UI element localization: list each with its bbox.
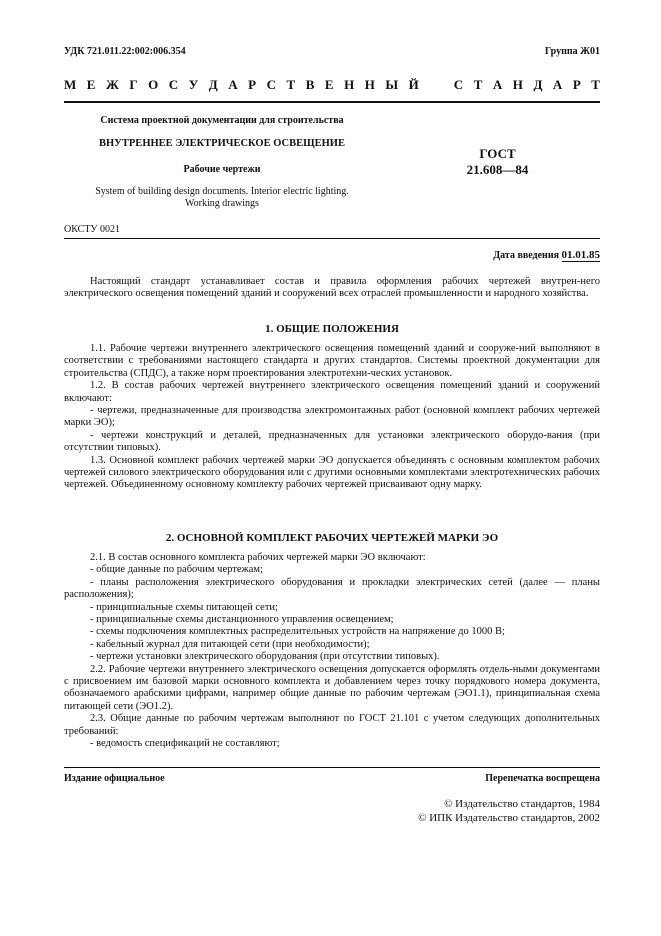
clause-2-1-item: - общие данные по рабочим чертежам;	[90, 564, 263, 576]
heading-letter: Ы	[385, 77, 399, 92]
clause-2-3-item: - ведомость спецификаций не составляют;	[90, 738, 280, 750]
heading-gap	[429, 77, 443, 93]
heading-letter: А	[228, 77, 238, 92]
clause-2-3: 2.3. Общие данные по рабочим чертежам выполняют по ГОСТ 21.101 с учетом следующих дополнительных требований:	[64, 713, 600, 737]
clause-2-1-item: - планы расположения электрического оборудования и прокладки электрических сетей (далее — планы расположения);	[64, 576, 600, 601]
official-edition: Издание официальное	[64, 773, 165, 784]
udk-code: УДК 721.011.22:002:006.354	[64, 46, 186, 57]
clause-1-3: 1.3. Основной комплект рабочих чертежей марки ЭО допускается объединять с основным комплектом рабочих чертежей силового электрического оборудования или с другими основными комплектами электротехнических рабочих чертежей. Объединенному основному комплекту рабочих чертежей присваивают одну марку.	[64, 454, 600, 491]
group-code: Группа Ж01	[544, 46, 600, 57]
heading-letter: Ж	[105, 77, 119, 92]
heading-letter: М	[64, 77, 77, 92]
document-title: ВНУТРЕННЕЕ ЭЛЕКТРИЧЕСКОЕ ОСВЕЩЕНИЕ	[99, 138, 345, 149]
heading-letter: Д	[533, 77, 543, 92]
clause-2-1-item: - чертежи установки электрического оборудования (при отсутствии типовых).	[90, 651, 440, 663]
okstu-rule	[64, 238, 600, 239]
gost-designation	[440, 146, 555, 178]
heading-letter: А	[492, 77, 503, 92]
heading-letter: Н	[512, 77, 523, 92]
gost-label: ГОСТ	[479, 146, 516, 161]
clause-1-2-item-a: - чертежи, предназначенные для производства электромонтажных работ (основной комплект рабочих чертежей марки ЭО);	[64, 405, 600, 429]
heading-letter: Т	[286, 77, 296, 92]
section-2-heading: 2. ОСНОВНОЙ КОМПЛЕКТ РАБОЧИХ ЧЕРТЕЖЕЙ МАРКИ ЭО	[165, 532, 499, 544]
heading-letter: Г	[129, 77, 138, 92]
heading-letter: А	[552, 77, 563, 92]
section-1-body	[64, 343, 600, 492]
copyright-line-2: © ИПК Издательство стандартов, 2002	[418, 812, 600, 824]
section-2-body	[64, 552, 600, 751]
okstu-code: ОКСТУ 0021	[64, 224, 121, 235]
clause-1-2-item-b: - чертежи конструкций и деталей, предназначенных для установки электрического оборудо-вания (при отсутствии типовых).	[64, 429, 600, 454]
system-title: Система проектной документации для строительства	[100, 115, 344, 126]
clause-2-1-item: - схемы подключения комплектных распределительных устройств на напряжение до 1000 В;	[90, 626, 505, 638]
heading-letter: О	[148, 77, 159, 92]
heading-letter: Т	[591, 77, 600, 92]
clause-2-1: 2.1. В состав основного комплекта рабочих чертежей марки ЭО включают:	[90, 552, 426, 563]
reprint-notice: Перепечатка воспрещена	[485, 773, 600, 784]
heading-letter: Й	[408, 77, 419, 92]
clause-2-1-item: - принципиальные схемы дистанционного управления освещением;	[90, 614, 394, 626]
clause-1-2: 1.2. В состав рабочих чертежей внутреннего электрического освещения помещений зданий и сооружений включают:	[64, 380, 600, 404]
heading-letter: С	[453, 77, 464, 92]
introduction-date	[493, 249, 600, 261]
section-1-heading: 1. ОБЩИЕ ПОЛОЖЕНИЯ	[265, 323, 399, 335]
english-title-line2: Working drawings	[185, 198, 259, 209]
heading-letter: Р	[248, 77, 257, 92]
clause-2-2: 2.2. Рабочие чертежи внутреннего электрического освещения допускается оформлять отдель-ными документами с присвоением им базовой марки основного комплекта и добавлением через точку порядкового номера документа, обозначаемого арабскими цифрами, например общие данные по рабочим чертежам (ЭО1.1), принципиальная схема питающей сети (ЭО1.2).	[64, 663, 600, 712]
standard-type-heading	[64, 77, 600, 93]
introduction-date-value: 01.01.85	[561, 249, 600, 261]
heading-letter: Н	[344, 77, 355, 92]
gost-number: 21.608—84	[466, 162, 529, 177]
heading-letter: Н	[364, 77, 375, 92]
copyright-line-1: © Издательство стандартов, 1984	[444, 798, 600, 810]
document-subtitle: Рабочие чертежи	[183, 164, 261, 175]
heading-letter: Р	[572, 77, 581, 92]
english-title	[64, 186, 380, 210]
introduction-date-label: Дата введения	[493, 250, 559, 261]
heading-letter: С	[168, 77, 179, 92]
heading-letter: Т	[473, 77, 483, 92]
clause-1-1: 1.1. Рабочие чертежи внутреннего электрического освещения помещений зданий и сооруже-ний выполняют в соответствии с требованиями настоящего стандарта и других стандартов. Системы проектной документации для строительства (СПДС), а также норм проектирования электротехни-ческих установок.	[64, 343, 600, 379]
intro-paragraph	[64, 276, 600, 301]
footer-rule	[64, 767, 600, 768]
heading-letter: Е	[324, 77, 334, 92]
copyright-block	[418, 797, 600, 825]
intro-text: Настоящий стандарт устанавливает состав и правила оформления рабочих чертежей внутрен-него электрического освещения помещений зданий и сооружений всех отраслей промышленности и народного хозяйства.	[64, 276, 600, 300]
heading-letter: В	[305, 77, 315, 92]
heading-letter: С	[266, 77, 276, 92]
header-rule	[64, 101, 600, 103]
english-title-line1: System of building design documents. Interior electric lighting.	[95, 186, 349, 197]
heading-letter: Е	[86, 77, 96, 92]
heading-letter: У	[188, 77, 199, 92]
clause-2-1-item: - принципиальные схемы питающей сети;	[90, 601, 278, 613]
clause-2-1-item: - кабельный журнал для питающей сети (при необходимости);	[90, 638, 370, 650]
heading-letter: Д	[208, 77, 218, 92]
